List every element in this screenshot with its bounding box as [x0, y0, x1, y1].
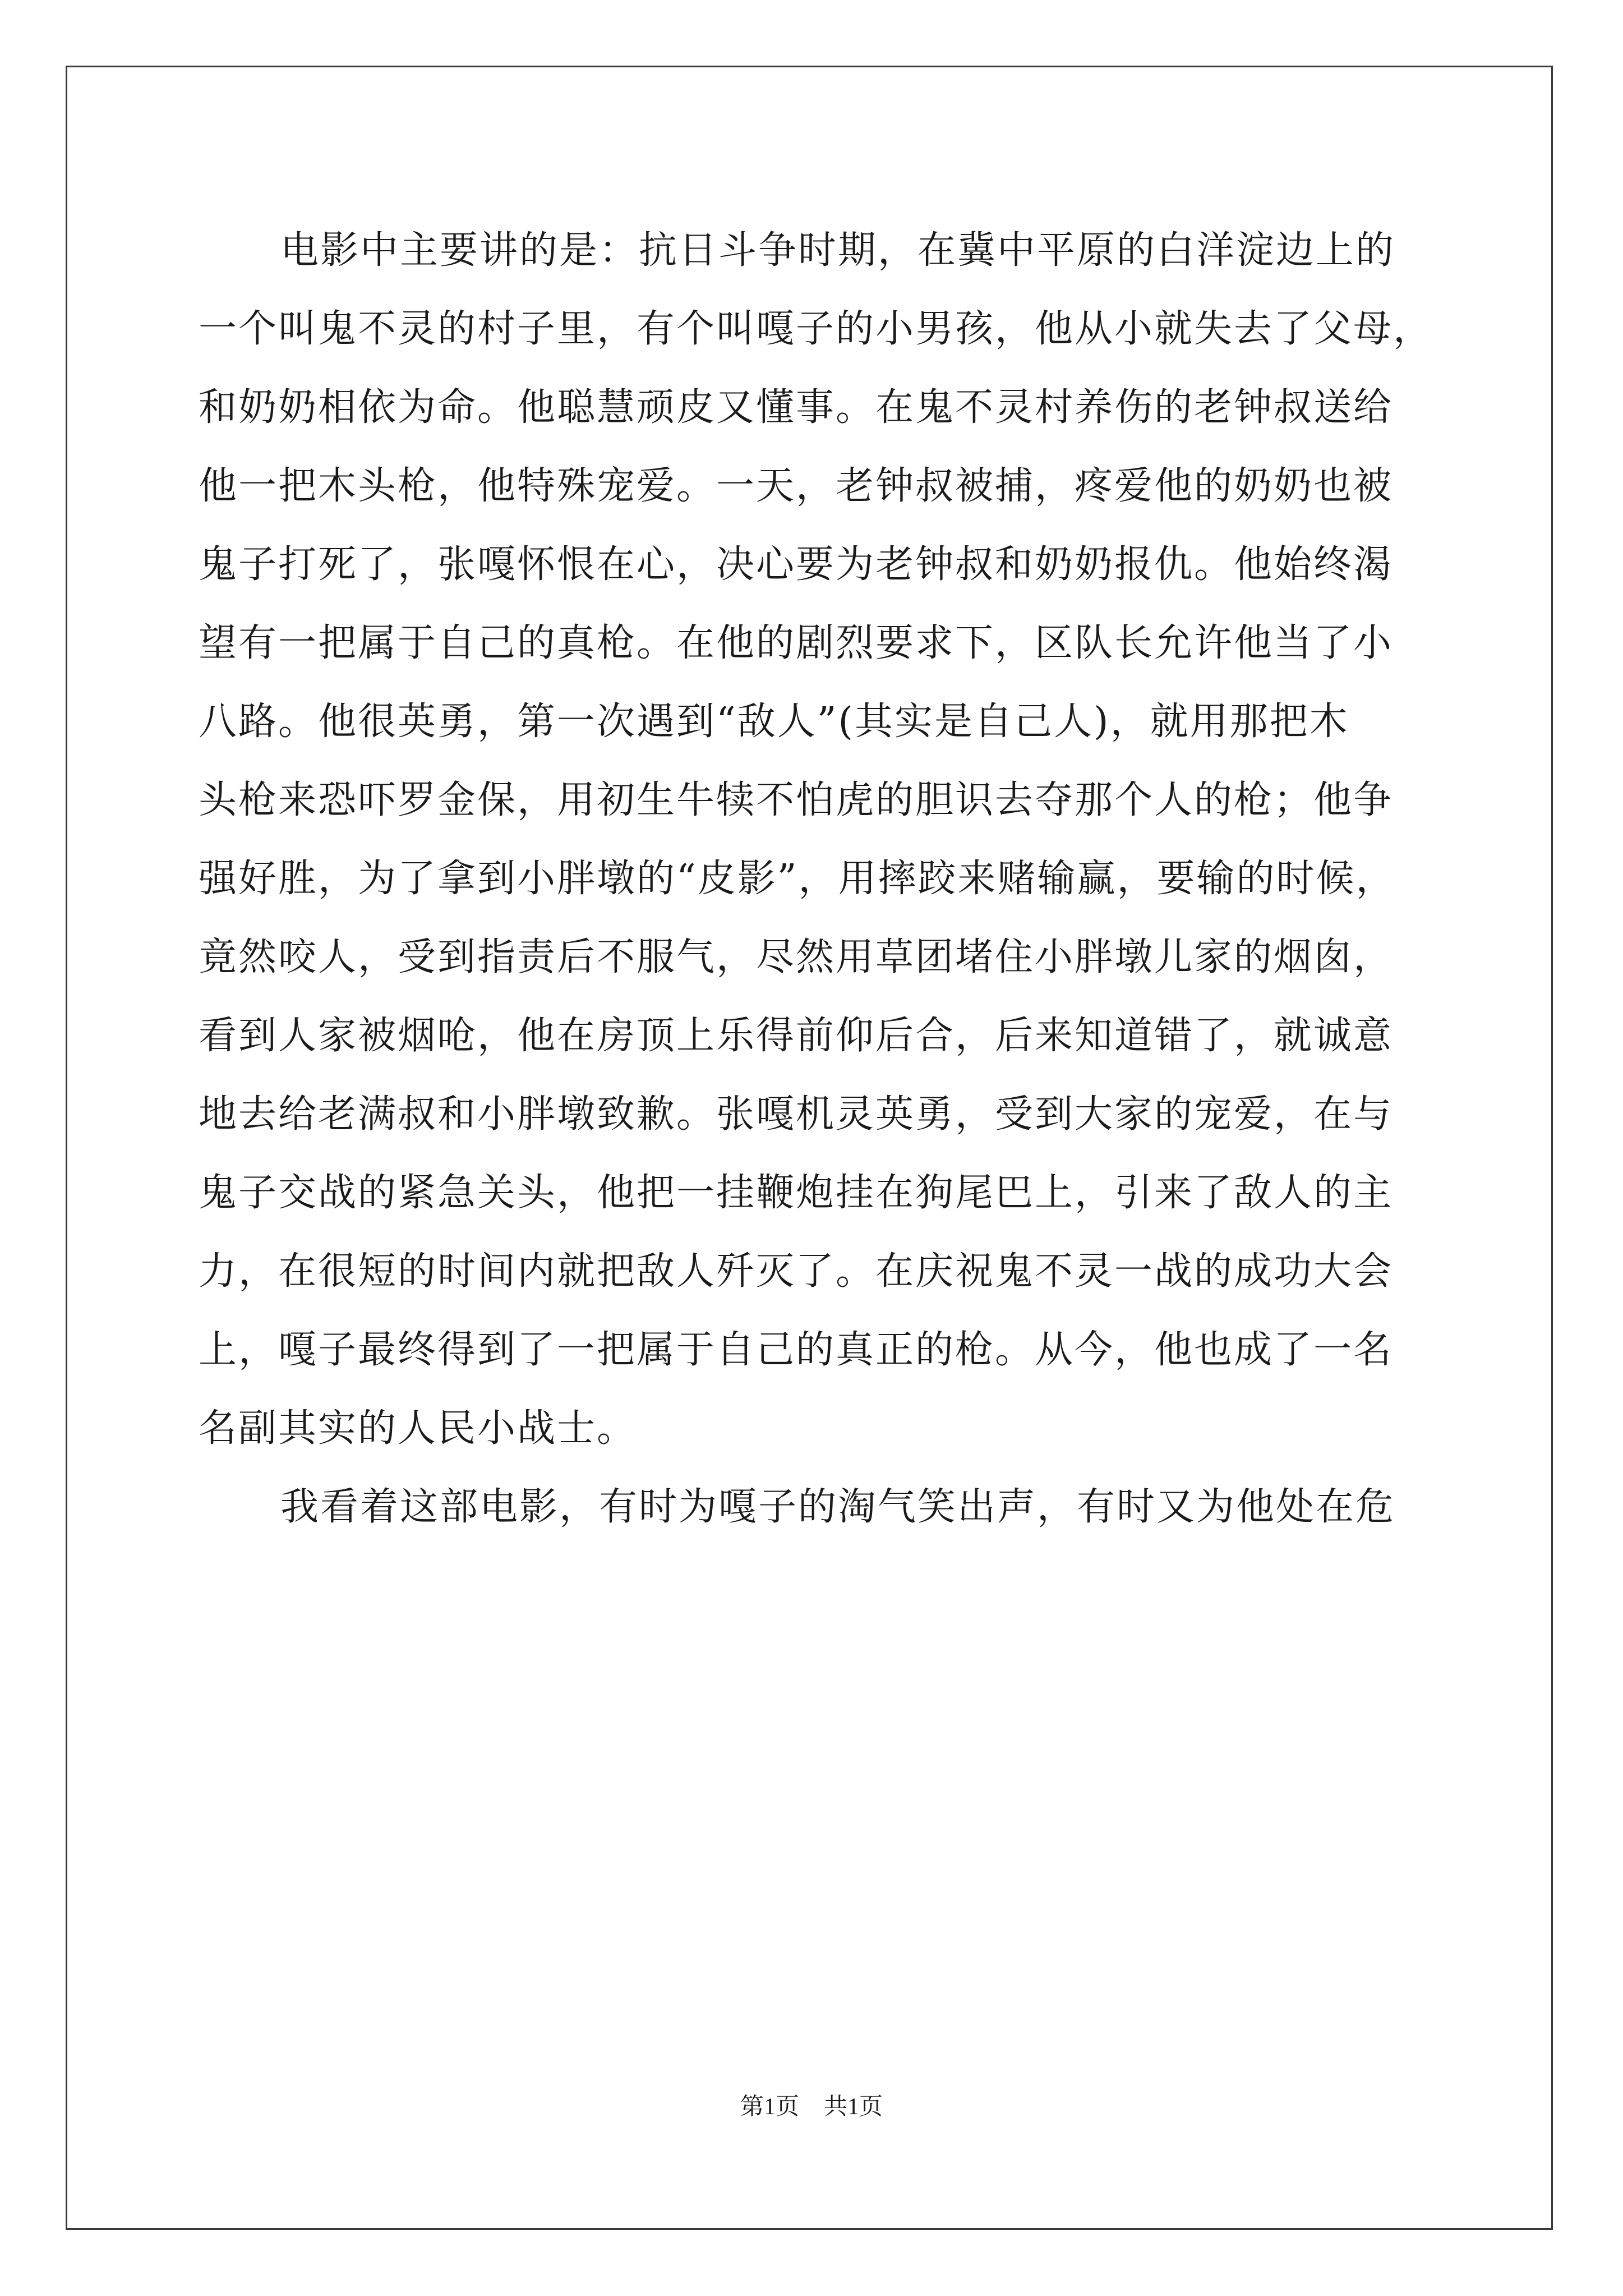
paragraph-1-line-12: 地去给老满叔和小胖墩致歉。张嘎机灵英勇，受到大家的宠爱，在与: [199, 1092, 1394, 1137]
page-footer: [0, 2090, 1623, 2124]
paragraph-1-line-5: 鬼子打死了，张嘎怀恨在心，决心要为老钟叔和奶奶报仇。他始终渴: [199, 542, 1394, 587]
paragraph-1-line-6: 望有一把属于自己的真枪。在他的剧烈要求下，区队长允许他当了小: [199, 621, 1394, 665]
paragraph-1-line-16: 名副其实的人民小战士。: [199, 1406, 637, 1451]
paragraph-1-line-13: 鬼子交战的紧急关头，他把一挂鞭炮挂在狗尾巴上，引来了敌人的主: [199, 1171, 1394, 1215]
paragraph-1-line-8: 头枪来恐吓罗金保，用初生牛犊不怕虎的胆识去夺那个人的枪；他争: [199, 778, 1394, 822]
paragraph-1-line-2: 一个叫鬼不灵的村子里，有个叫嘎子的小男孩，他从小就失去了父母，: [199, 307, 1433, 351]
paragraph-1-line-11: 看到人家被烟呛，他在房顶上乐得前仰后合，后来知道错了，就诚意: [199, 1014, 1394, 1058]
paragraph-1-line-14: 力，在很短的时间内就把敌人歼灭了。在庆祝鬼不灵一战的成功大会: [199, 1249, 1394, 1294]
page-number-current: 第1页: [740, 2094, 799, 2120]
paragraph-1-line-3: 和奶奶相依为命。他聪慧顽皮又懂事。在鬼不灵村养伤的老钟叔送给: [199, 385, 1394, 430]
paragraph-2-line-1: 我看着这部电影，有时为嘎子的淘气笑出声，有时又为他处在危: [280, 1485, 1396, 1529]
paragraph-1-line-7: 八路。他很英勇，第一次遇到“敌人”(其实是自己人)，就用那把木: [199, 700, 1349, 744]
paragraph-1-line-4: 他一把木头枪，他特殊宠爱。一天，老钟叔被捕，疼爱他的奶奶也被: [199, 464, 1394, 508]
paragraph-1-line-10: 竟然咬人，受到指责后不服气，尽然用草团堵住小胖墩儿家的烟囱，: [199, 935, 1394, 979]
paragraph-1-line-15: 上，嘎子最终得到了一把属于自己的真正的枪。从今，他也成了一名: [199, 1328, 1394, 1372]
paragraph-1-line-9: 强好胜，为了拿到小胖墩的“皮影”，用摔跤来赌输赢，要输的时候，: [199, 857, 1396, 901]
page-number-total: 共1页: [824, 2094, 883, 2120]
paragraph-1-line-1: 电影中主要讲的是：抗日斗争时期，在冀中平原的白洋淀边上的: [280, 228, 1396, 273]
